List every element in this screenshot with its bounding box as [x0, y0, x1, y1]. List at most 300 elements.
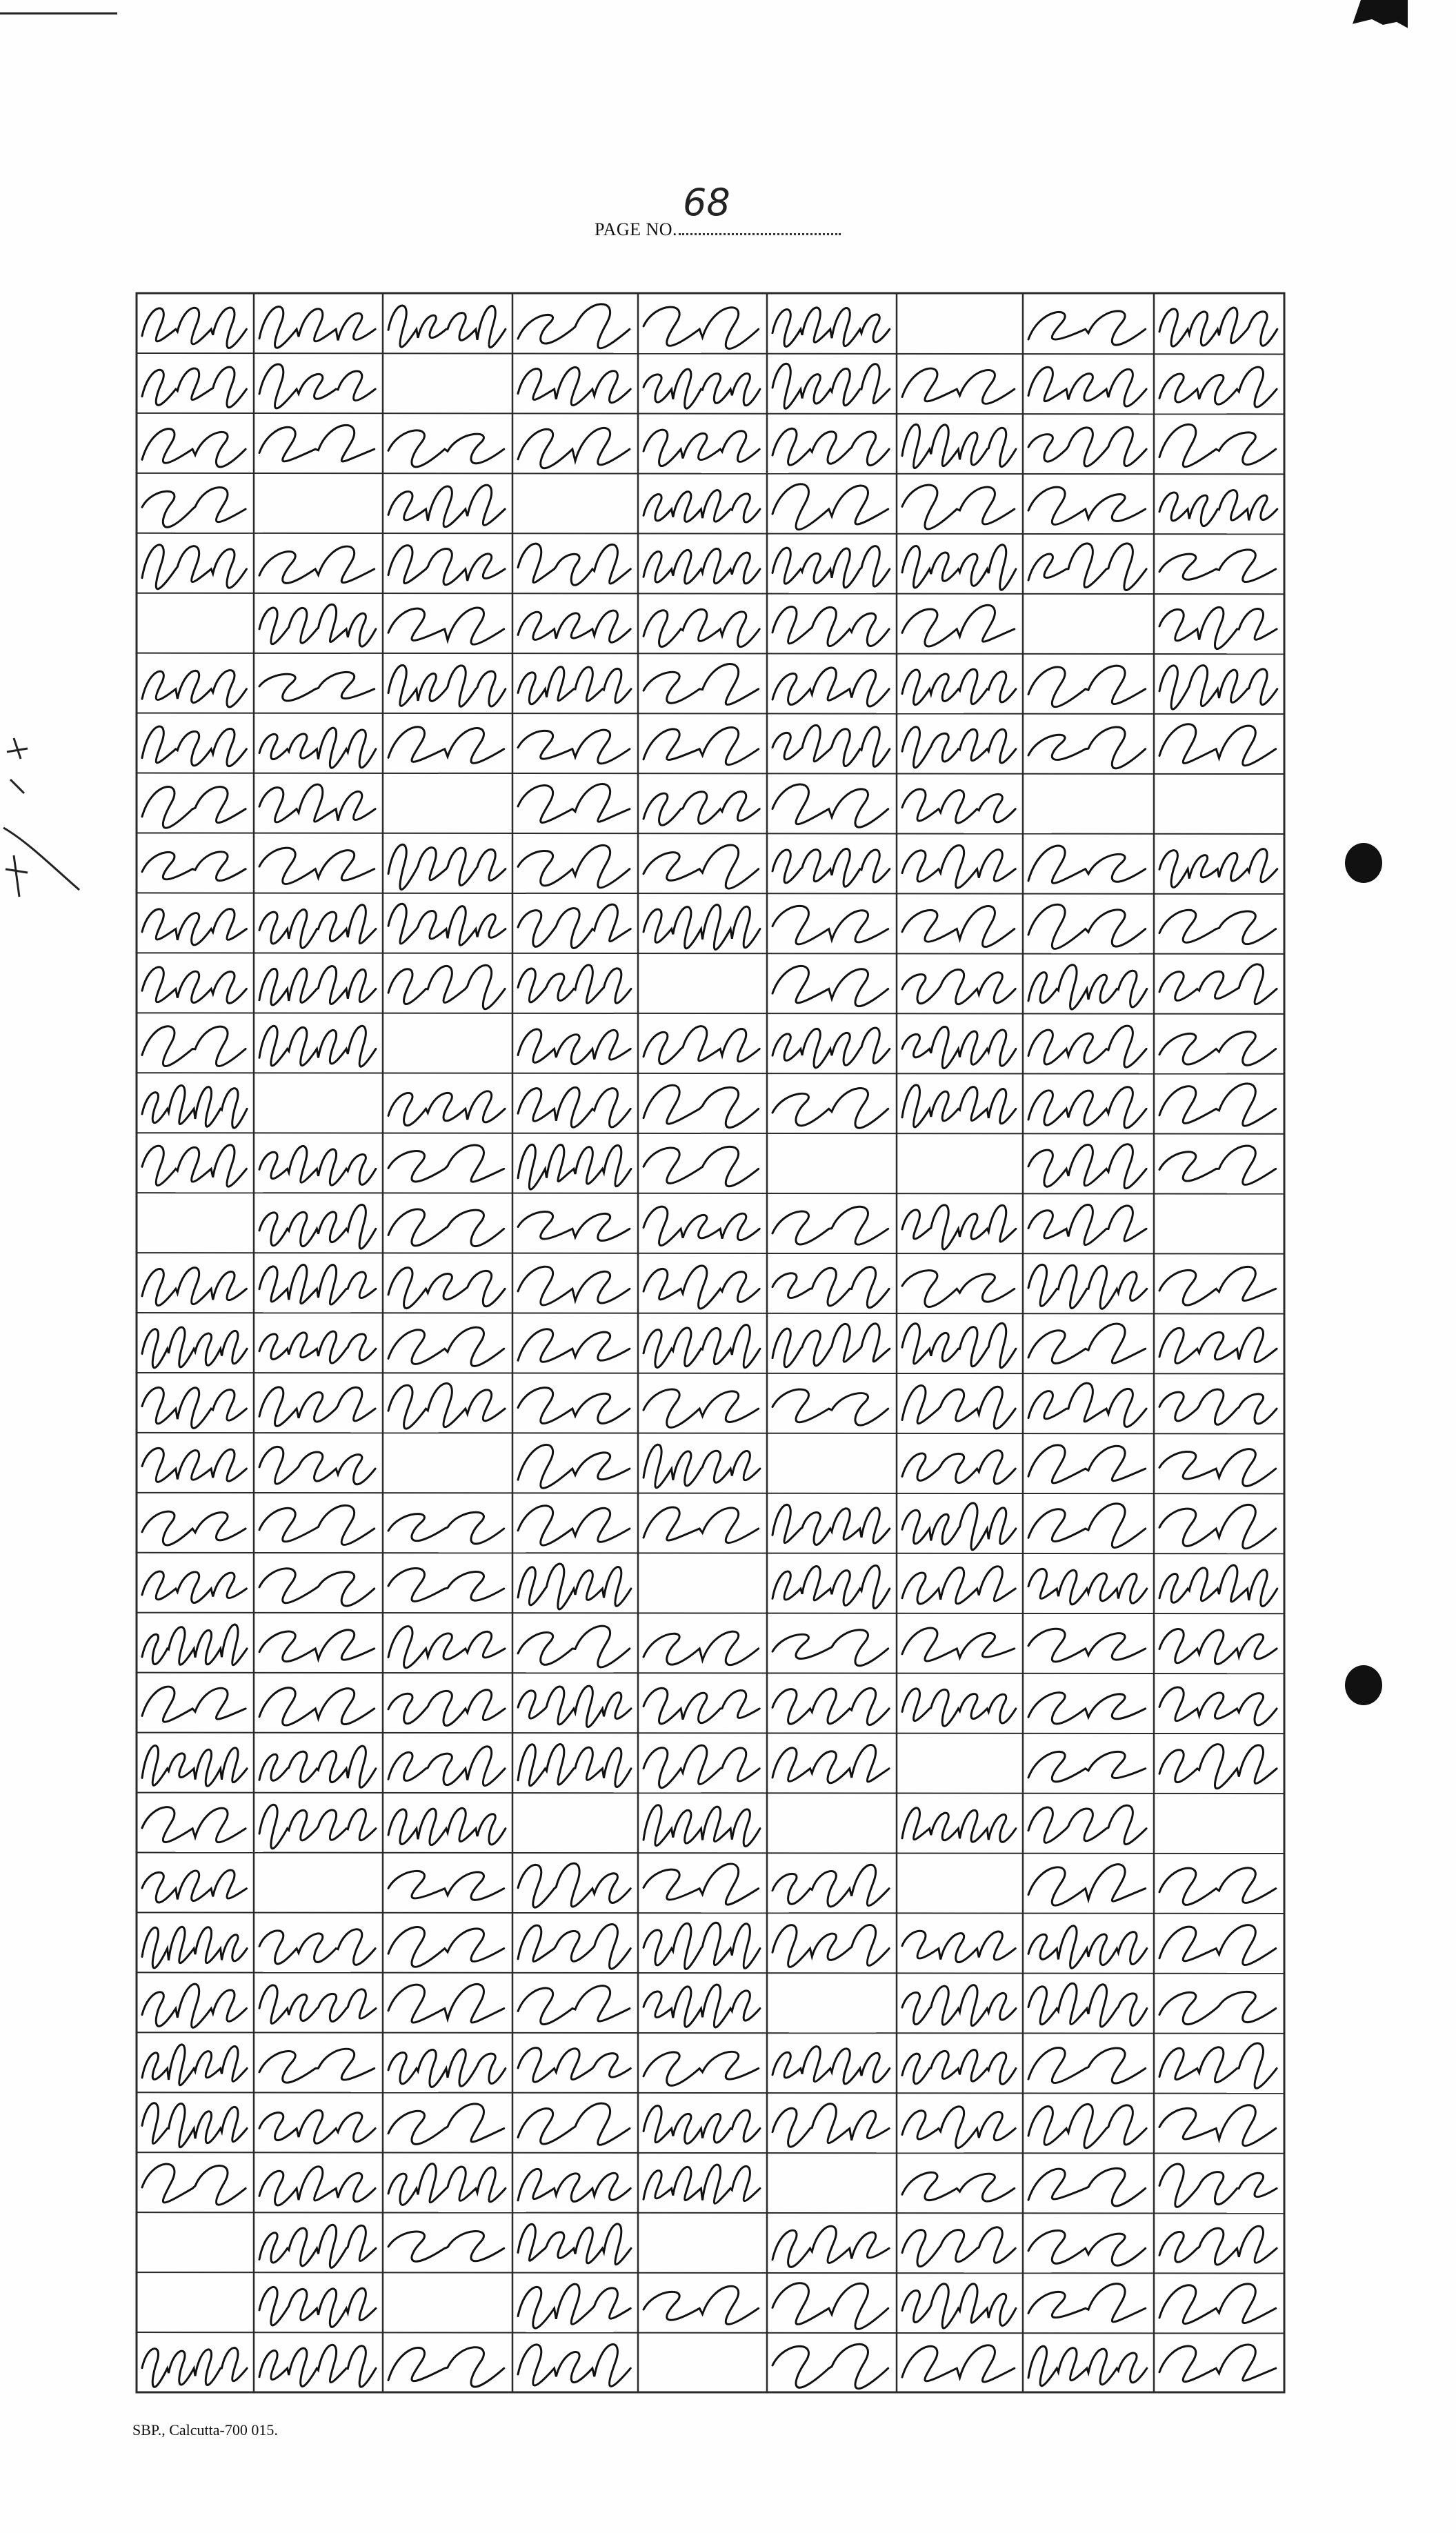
handwritten-entry [388, 1690, 505, 1726]
handwritten-entry [1028, 427, 1146, 466]
handwritten-entry [259, 1929, 375, 1965]
handwritten-entry [259, 1985, 376, 2024]
handwritten-entry [518, 544, 630, 585]
handwritten-entry [518, 610, 630, 642]
handwritten-entry [518, 784, 630, 823]
grid-row-line [137, 1073, 1284, 1074]
handwritten-entry [518, 1029, 630, 1064]
handwritten-entry [518, 1388, 630, 1424]
handwritten-entry [142, 1984, 246, 2027]
handwritten-entry [518, 1626, 630, 1667]
handwritten-entry [1159, 490, 1277, 526]
handwritten-entry [772, 1324, 890, 1367]
handwritten-entry [388, 665, 506, 706]
handwritten-entry [1028, 965, 1147, 1009]
handwritten-entry [388, 2049, 506, 2087]
handwritten-entry [772, 1267, 889, 1308]
handwritten-entry [518, 667, 631, 704]
handwritten-entry [902, 2172, 1015, 2201]
handwritten-entry [259, 1331, 376, 1363]
handwritten-entry [772, 2344, 888, 2388]
handwritten-entry [1028, 1983, 1147, 2027]
grid-row-line [137, 1373, 1284, 1374]
punch-hole-icon [1345, 843, 1382, 883]
handwritten-entry [259, 966, 376, 1005]
grid-row-line [137, 773, 1284, 775]
handwritten-entry [644, 664, 759, 705]
handwritten-entry [772, 606, 889, 646]
handwritten-entry [902, 1451, 1015, 1484]
handwritten-entry [259, 2287, 376, 2327]
handwritten-entry [388, 1808, 506, 1845]
handwritten-entry [142, 787, 246, 828]
handwritten-entry [902, 368, 1015, 404]
handwritten-entry [259, 546, 375, 583]
handwritten-entry [644, 791, 759, 825]
handwritten-entry [902, 1567, 1015, 1604]
handwritten-entry [1159, 2226, 1277, 2265]
handwritten-entry [388, 1568, 504, 1601]
handwritten-entry [902, 2284, 1016, 2328]
handwritten-entry [142, 909, 246, 945]
handwritten-entry [902, 727, 1016, 768]
handwritten-entry [772, 1865, 889, 1907]
handwritten-entry [388, 1627, 505, 1668]
handwritten-entry [388, 1145, 504, 1182]
grid-row-line [137, 1972, 1284, 1974]
handwritten-entry [1159, 2345, 1276, 2382]
handwritten-entry [518, 1329, 630, 1362]
grid-row-line [137, 1193, 1284, 1194]
handwritten-entry [772, 308, 890, 346]
handwritten-entry [1028, 2104, 1146, 2147]
grid-row-line [137, 1733, 1284, 1734]
handwritten-entry [259, 1505, 375, 1544]
handwritten-entry [1159, 308, 1277, 346]
handwritten-entry [259, 1026, 376, 1066]
handwritten-entry [644, 490, 760, 522]
handwritten-entry [644, 728, 759, 765]
handwritten-entry [644, 1206, 759, 1245]
handwritten-entry [1159, 910, 1276, 944]
handwritten-entry [644, 1985, 760, 2027]
page-number-label: PAGE NO. [595, 219, 678, 239]
grid-row-line [137, 653, 1284, 655]
handwritten-entry [772, 2047, 890, 2084]
handwritten-entry [259, 1569, 375, 1606]
handwritten-entry [142, 1807, 246, 1842]
handwritten-entry [518, 1745, 631, 1787]
grid-row-line [137, 1853, 1284, 1854]
handwritten-entry [518, 2344, 630, 2386]
handwritten-entry [902, 669, 1016, 705]
handwritten-entry [644, 430, 759, 466]
handwritten-entry [518, 1144, 631, 1189]
handwritten-entry [772, 428, 889, 465]
handwritten-entry [772, 1206, 888, 1244]
handwritten-entry [142, 1387, 246, 1428]
handwritten-entry [388, 1209, 504, 1246]
handwritten-entry [518, 2103, 630, 2145]
handwritten-entry [902, 906, 1015, 947]
handwritten-entry [1028, 1144, 1146, 1189]
handwritten-entry [772, 906, 888, 944]
handwritten-entry [259, 2167, 375, 2205]
handwritten-entry [1028, 311, 1146, 345]
handwritten-entry [259, 1204, 376, 1249]
handwritten-entry [902, 2345, 1015, 2382]
handwritten-entry [772, 1028, 890, 1068]
handwritten-entry [142, 1927, 247, 1968]
handwritten-entry [142, 1145, 246, 1186]
handwritten-entry [388, 546, 505, 585]
handwritten-entry [644, 1631, 759, 1665]
handwritten-entry [142, 1625, 247, 1665]
handwritten-entry [142, 429, 246, 467]
handwritten-entry [644, 369, 760, 408]
handwritten-entry [388, 1871, 504, 1900]
handwritten-entry [388, 1512, 504, 1544]
handwritten-entry [142, 2045, 247, 2085]
printer-imprint: SBP., Calcutta-700 015. [132, 2421, 278, 2438]
handwritten-entry [772, 484, 888, 530]
handwritten-entry [902, 970, 1015, 1004]
handwritten-entry [388, 1927, 504, 1967]
handwritten-entry [902, 1085, 1016, 1127]
handwritten-entry [1028, 1026, 1146, 1067]
handwritten-entry [388, 430, 504, 467]
handwritten-entry [644, 1923, 760, 1969]
handwritten-entry [1028, 1751, 1146, 1781]
handwritten-entry [644, 609, 759, 646]
handwritten-entry [1159, 964, 1277, 1004]
handwritten-entry [644, 1146, 759, 1186]
handwritten-entry [1159, 666, 1277, 710]
handwritten-entry [142, 1086, 247, 1129]
handwritten-entry [259, 2110, 375, 2143]
handwritten-entry [388, 1091, 505, 1126]
handwritten-entry [1159, 1565, 1277, 1607]
grid-row-line [137, 2212, 1284, 2214]
handwritten-entry [142, 1448, 246, 1482]
handwritten-entry [1028, 904, 1146, 948]
handwritten-entry [902, 2227, 1015, 2267]
handwritten-entry [644, 1805, 760, 1847]
handwritten-entry [1028, 1324, 1146, 1363]
handwritten-entry [142, 1571, 246, 1603]
handwritten-entry [772, 1504, 890, 1544]
handwritten-entry [1028, 1087, 1146, 1128]
handwritten-entry [518, 304, 630, 348]
handwritten-entry [1159, 1629, 1277, 1664]
handwritten-entry [388, 2104, 504, 2144]
handwritten-entry [772, 668, 889, 706]
handwritten-entry [1159, 849, 1277, 888]
handwritten-entry [772, 848, 890, 886]
handwritten-entry [1159, 550, 1276, 582]
handwritten-entry [772, 1745, 889, 1783]
handwritten-entry [772, 966, 888, 1006]
handwritten-entry [388, 306, 506, 348]
handwritten-entry [518, 1506, 630, 1545]
handwritten-entry [1028, 487, 1146, 524]
grid-row-line [137, 1313, 1284, 1314]
handwritten-entry [644, 548, 760, 584]
handwritten-entry [1028, 2047, 1146, 2083]
handwritten-entry [1028, 1264, 1147, 1309]
handwritten-entry [1028, 367, 1146, 406]
handwritten-entry [1028, 1569, 1147, 1604]
handwritten-entry [1028, 1629, 1146, 1662]
handwritten-entry [1159, 1146, 1276, 1184]
grid-row-line [137, 353, 1284, 355]
handwritten-entry [772, 1630, 888, 1666]
handwritten-entry [1159, 1328, 1277, 1363]
handwritten-entry [644, 1688, 759, 1724]
handwritten-entry [518, 1212, 630, 1241]
handwritten-entry [902, 846, 1015, 888]
handwritten-entry [772, 364, 890, 408]
grid-row-line [137, 473, 1284, 475]
handwritten-entry [1028, 1383, 1146, 1427]
grid-row-line [137, 2092, 1284, 2094]
grid-row-line [137, 1553, 1284, 1554]
handwritten-entry [518, 904, 630, 948]
handwritten-entry [388, 608, 504, 644]
grid-row-line [137, 1793, 1284, 1794]
handwritten-entry [644, 2052, 759, 2085]
handwritten-entry [518, 428, 630, 468]
handwritten-entry [518, 1925, 630, 1969]
handwritten-entry [902, 1271, 1015, 1307]
handwritten-entry [518, 1686, 631, 1727]
handwritten-entry [259, 848, 375, 884]
handwritten-entry [902, 2050, 1016, 2085]
grid-row-line [137, 1613, 1284, 1614]
handwritten-entry [142, 1870, 246, 1903]
handwritten-entry [644, 1085, 759, 1127]
handwritten-entry [518, 1986, 630, 2025]
handwritten-entry [1159, 2043, 1277, 2088]
handwritten-entry [902, 1931, 1015, 1962]
grid-row-line [137, 1912, 1284, 1914]
handwritten-entry [259, 728, 376, 768]
handwritten-entry [1028, 1445, 1146, 1483]
handwritten-entry [1159, 1449, 1276, 1487]
handwritten-entry [902, 1503, 1016, 1550]
handwritten-entry [259, 1688, 375, 1725]
handwritten-entry [1028, 1805, 1146, 1844]
handwritten-entry [1159, 367, 1277, 407]
handwritten-entry [142, 967, 246, 1003]
handwritten-entry [1028, 2346, 1147, 2385]
grid-row-line [137, 533, 1284, 535]
handwritten-entry [1159, 1868, 1276, 1905]
handwritten-entry [644, 2286, 759, 2324]
handwritten-entry [1159, 2164, 1277, 2207]
handwritten-entry [1028, 846, 1146, 883]
handwritten-entry [1159, 2105, 1276, 2146]
handwritten-entry [259, 784, 375, 822]
handwritten-entry [142, 1745, 247, 1786]
grid-row-line [137, 2272, 1284, 2274]
handwritten-entry [1028, 1926, 1147, 1968]
handwritten-entry [142, 1327, 247, 1368]
grid-row-line [137, 2032, 1284, 2034]
grid-row-line [137, 833, 1284, 834]
handwritten-entry [388, 904, 506, 945]
handwritten-entry [1028, 544, 1146, 590]
handwritten-entry [772, 1389, 888, 1425]
handwritten-entry [142, 1687, 246, 1722]
handwritten-entry [1028, 1693, 1146, 1724]
handwritten-entry [259, 1447, 375, 1484]
handwritten-entry [902, 1808, 1016, 1842]
handwritten-entry [644, 1266, 759, 1309]
handwritten-entry [772, 546, 890, 588]
handwritten-entry [259, 1264, 376, 1304]
grid-row-line [137, 593, 1284, 595]
handwritten-entry [518, 730, 630, 764]
handwritten-entry [518, 367, 630, 405]
handwritten-entry [142, 1511, 246, 1545]
handwritten-entry [388, 844, 506, 889]
handwritten-entry [259, 2049, 375, 2083]
handwritten-entry [1159, 1084, 1276, 1126]
handwritten-entry [142, 726, 246, 766]
handwritten-entry [1159, 1745, 1277, 1789]
handwritten-entry [1028, 2284, 1146, 2322]
handwritten-entry [259, 1387, 375, 1426]
handwritten-entry [142, 1268, 246, 1306]
handwritten-entry [902, 1026, 1016, 1068]
handwritten-entry [259, 1746, 376, 1787]
handwritten-entry [902, 1386, 1015, 1429]
handwritten-entry [388, 1383, 505, 1429]
handwritten-entry [644, 1507, 759, 1543]
handwritten-entry [644, 307, 759, 348]
handwritten-entry [142, 2164, 246, 2205]
handwritten-entry [518, 2224, 631, 2265]
handwritten-entry [259, 1630, 375, 1662]
handwritten-entry [1159, 1032, 1276, 1066]
grid-row-line [137, 1133, 1284, 1134]
handwritten-entry [1028, 727, 1146, 768]
handwritten-entry [518, 1087, 630, 1127]
handwritten-entry [142, 2103, 247, 2147]
handwritten-entry [1159, 1266, 1276, 1305]
handwritten-entry [388, 2164, 506, 2205]
handwritten-entry [518, 965, 631, 1003]
handwritten-entry [772, 1566, 890, 1609]
handwritten-entry [1028, 2231, 1146, 2266]
handwritten-entry [142, 670, 246, 707]
handwritten-entry [644, 2106, 760, 2144]
handwritten-entry [1159, 2284, 1276, 2324]
handwritten-entry [518, 1564, 631, 1609]
handwritten-entry [1028, 666, 1146, 707]
punch-hole-icon [1345, 1665, 1382, 1705]
handwritten-entry [388, 965, 505, 1009]
handwritten-entry [1028, 1865, 1146, 1906]
handwritten-entry [902, 485, 1015, 529]
handwritten-entry [1028, 2168, 1146, 2205]
handwritten-entry [388, 2232, 504, 2262]
handwritten-entry [259, 2225, 376, 2267]
handwritten-entry [1159, 724, 1276, 766]
handwritten-entry [259, 364, 375, 408]
handwritten-entry [388, 1984, 504, 2023]
handwritten-entry [142, 545, 246, 589]
handwritten-entry [1028, 1204, 1146, 1244]
handwritten-entry [772, 1688, 889, 1725]
handwritten-entry [388, 2347, 504, 2387]
handwritten-entry [518, 2048, 630, 2083]
grid-row-line [137, 893, 1284, 894]
handwritten-entry [388, 1327, 504, 1366]
grid-row-line [137, 413, 1284, 415]
handwritten-entry [1159, 1687, 1277, 1725]
handwritten-entry [644, 2165, 760, 2203]
handwritten-entry [142, 308, 246, 348]
handwritten-entry [644, 1389, 759, 1427]
handwritten-entry [518, 2284, 630, 2328]
handwritten-entry [1028, 1504, 1146, 1548]
handwritten-entry [259, 672, 375, 700]
handwritten-entry [388, 485, 505, 527]
handwritten-entry [772, 725, 890, 766]
handwritten-entry [518, 2169, 630, 2201]
handwritten-entry [772, 1089, 888, 1129]
handwritten-entry [644, 1444, 760, 1487]
handwritten-entry [142, 367, 246, 408]
handwritten-entry [388, 1268, 505, 1309]
handwritten-entry [644, 1745, 759, 1788]
handwritten-entry [518, 1444, 630, 1488]
handwritten-entry [644, 1324, 760, 1367]
handwritten-entry [259, 1146, 376, 1185]
grid-row-line [137, 953, 1284, 954]
handwritten-entry [1159, 1504, 1276, 1548]
handwritten-entry [1159, 1991, 1276, 2024]
margin-scribble [0, 731, 83, 924]
handwritten-entry [902, 1628, 1015, 1661]
handwritten-entry [902, 424, 1016, 468]
handwritten-entry [644, 1864, 759, 1905]
handwritten-entry [142, 852, 246, 881]
handwritten-entry [1159, 607, 1277, 648]
handwritten-entry [388, 1747, 505, 1786]
handwritten-entry [259, 307, 375, 348]
handwritten-entry [644, 905, 760, 950]
handwritten-entry [142, 1026, 246, 1066]
handwritten-entry [142, 2348, 247, 2387]
page-number-value: 68 [683, 181, 730, 224]
handwritten-entry [518, 845, 630, 888]
handwritten-entry [259, 905, 376, 948]
handwritten-entry [259, 2345, 376, 2387]
handwritten-entry [644, 845, 759, 888]
handwritten-entry [1159, 424, 1276, 466]
handwritten-entry [1159, 1925, 1276, 1965]
handwritten-entry [772, 2104, 889, 2147]
grid-row-line [137, 1013, 1284, 1014]
handwritten-entry [902, 1323, 1016, 1367]
handwritten-entry [259, 1805, 376, 1849]
handwritten-entry [902, 605, 1015, 646]
grid-row-line [137, 2152, 1284, 2154]
grid-row-line [137, 1673, 1284, 1674]
